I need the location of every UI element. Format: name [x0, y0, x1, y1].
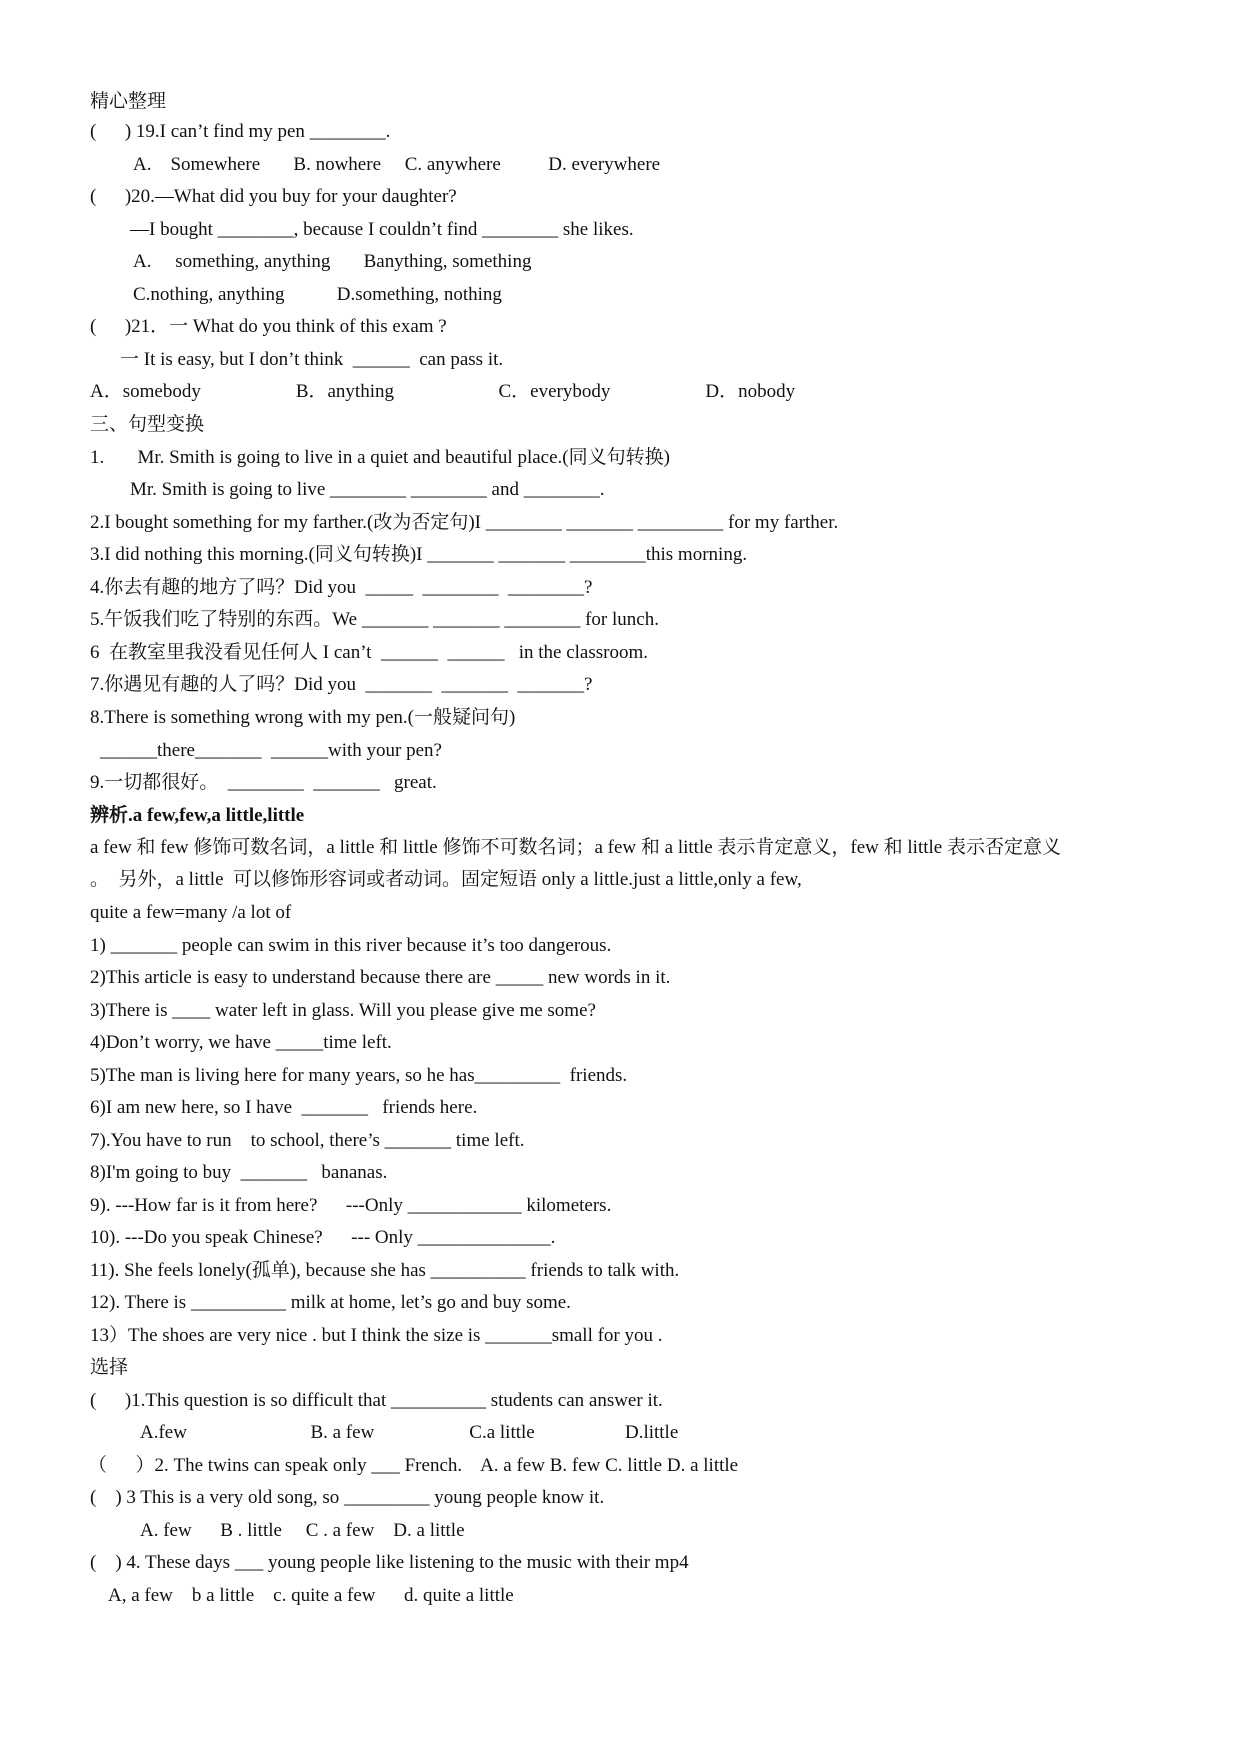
question-line: 一 It is easy, but I don’t think ______ can pass it.	[120, 349, 504, 370]
question-line: ( )20.—What did you buy for your daughter?	[90, 186, 457, 207]
exercise-line: 7).You have to run to school, there’s _______ time left.	[90, 1130, 525, 1151]
exercise-line: ______there_______ ______with your pen?	[100, 740, 442, 761]
exercise-line: 13）The shoes are very nice . but I think the size is _______small for you .	[90, 1325, 663, 1346]
exercise-line: 6 在教室里我没看见任何人 I can’t ______ ______ in the classroom.	[90, 642, 648, 663]
exercise-line: 12). There is __________ milk at home, let’s go and buy some.	[90, 1292, 571, 1313]
exercise-line: 9.一切都很好。 ________ _______ great.	[90, 772, 437, 793]
section-heading: 三、句型变换	[90, 414, 205, 435]
exercise-line: 6)I am new here, so I have _______ friends here.	[90, 1097, 478, 1118]
exercise-line: 3)There is ____ water left in glass. Will you please give me some?	[90, 1000, 596, 1021]
options-line: A. Somewhere B. nowhere C. anywhere D. everywhere	[133, 154, 661, 175]
options-line: A.few B. a few C.a little D.little	[140, 1422, 679, 1443]
exercise-line: 2)This article is easy to understand because there are _____ new words in it.	[90, 967, 671, 988]
exercise-line: 7.你遇见有趣的人了吗？Did you _______ _______ _______?	[90, 674, 593, 695]
section-heading: 选择	[90, 1357, 129, 1378]
section-heading: 辨析.a few,few,a little,little	[90, 805, 305, 826]
header-text: 精心整理	[90, 91, 167, 112]
exercise-line: 11). She feels lonely(孤单), because she has __________ friends to talk with.	[90, 1260, 680, 1281]
question-line: ( ) 3 This is a very old song, so _________ young people know it.	[90, 1487, 605, 1508]
exercise-line: 5)The man is living here for many years, so he has_________ friends.	[90, 1065, 628, 1086]
explanation-line: a few 和 few 修饰可数名词，a little 和 little 修饰不可数名词；a few 和 a little 表示肯定意义，few 和 little 表示否定意义	[90, 837, 1061, 858]
exercise-line: 9). ---How far is it from here? ---Only ____________ kilometers.	[90, 1195, 612, 1216]
exercise-line: 10). ---Do you speak Chinese? --- Only ______________.	[90, 1227, 556, 1248]
exercise-line: 4)Don’t worry, we have _____time left.	[90, 1032, 392, 1053]
question-line: ( )1.This question is so difficult that __________ students can answer it.	[90, 1390, 663, 1411]
explanation-line: quite a few=many /a lot of	[90, 902, 292, 923]
question-line: ( )21．一 What do you think of this exam ?	[90, 316, 447, 337]
explanation-line: 。 另外，a little 可以修饰形容词或者动词。固定短语 only a little.just a little,only a few,	[90, 869, 802, 890]
exercise-line: 8.There is something wrong with my pen.(一般疑问句)	[90, 707, 516, 728]
exercise-line: 5.午饭我们吃了特别的东西。We _______ _______ ________ for lunch.	[90, 609, 659, 630]
exercise-line: 3.I did nothing this morning.(同义句转换)I _______ _______ ________this morning.	[90, 544, 748, 565]
options-line: A. something, anything Banything, something	[133, 251, 532, 272]
question-line: ( ) 19.I can’t find my pen ________.	[90, 121, 391, 142]
exercise-line: 4.你去有趣的地方了吗？Did you _____ ________ ________?	[90, 577, 593, 598]
exercise-line: Mr. Smith is going to live ________ ________ and ________.	[130, 479, 605, 500]
exercise-line: 1) _______ people can swim in this river because it’s too dangerous.	[90, 935, 612, 956]
question-line: ( ) 4. These days ___ young people like listening to the music with their mp4	[90, 1552, 689, 1573]
exercise-line: 2.I bought something for my farther.(改为否定句)I ________ _______ _________ for my farther.	[90, 512, 839, 533]
exercise-line: 1. Mr. Smith is going to live in a quiet and beautiful place.(同义句转换)	[90, 447, 670, 468]
exercise-line: 8)I'm going to buy _______ bananas.	[90, 1162, 388, 1183]
options-line: A．somebody B．anything C．everybody D．nobody	[90, 381, 796, 402]
options-line: A. few B . little C . a few D. a little	[140, 1520, 465, 1541]
question-line: （ ）2. The twins can speak only ___ French. A. a few B. few C. little D. a little	[88, 1455, 739, 1476]
options-line: C.nothing, anything D.something, nothing	[133, 284, 502, 305]
options-line: A, a few b a little c. quite a few d. quite a little	[108, 1585, 514, 1606]
question-line: —I bought ________, because I couldn’t find ________ she likes.	[130, 219, 634, 240]
